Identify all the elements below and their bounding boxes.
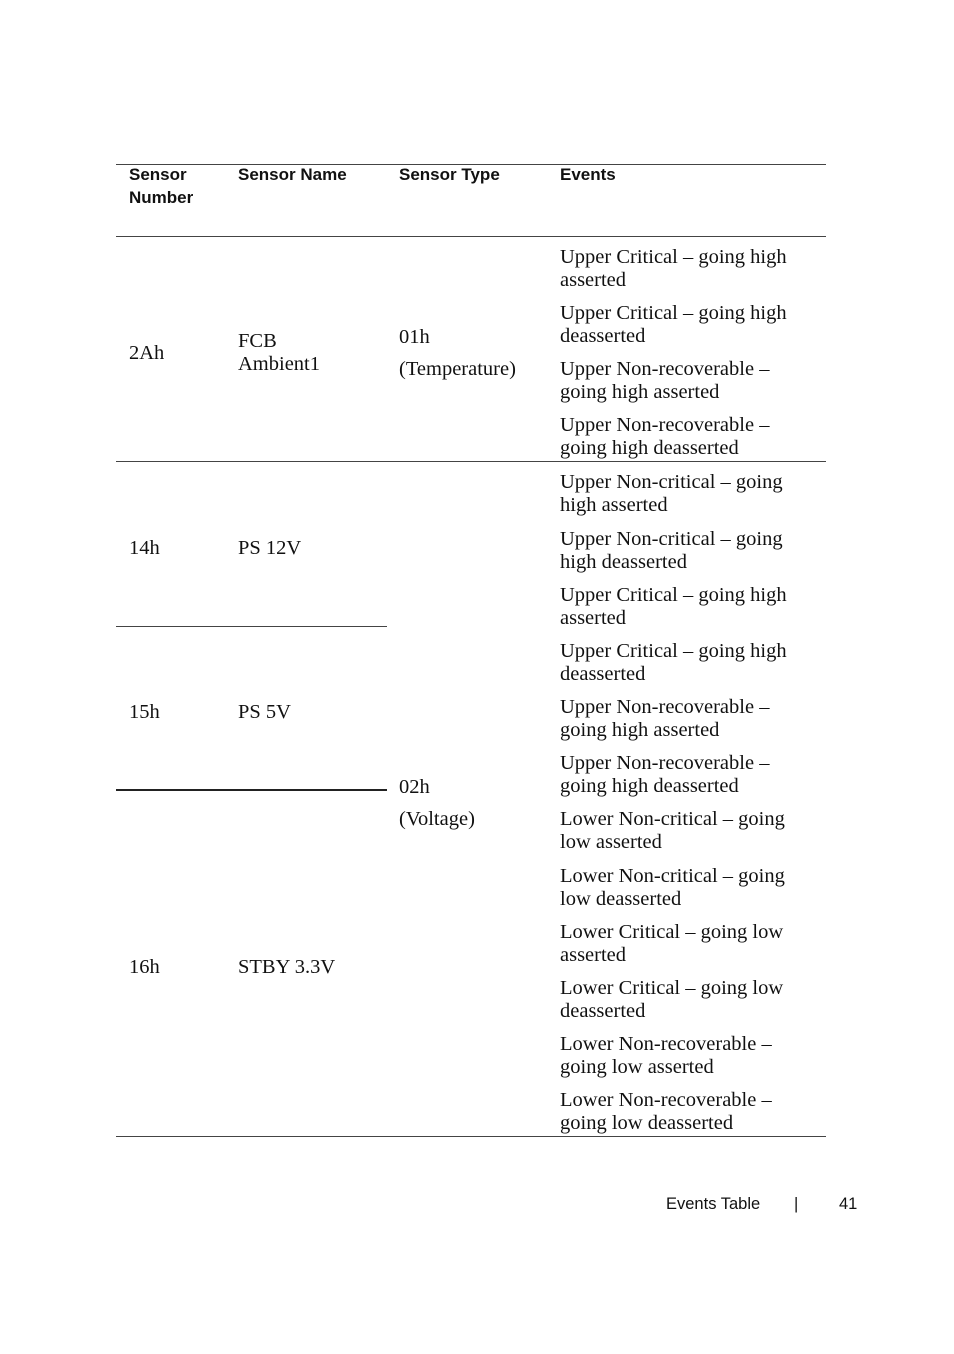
event-item: Lower Critical – going low asserted [560,921,784,966]
sensor-name-fcb-line2: Ambient1 [238,353,320,375]
event-item: Upper Non-critical – going high asserted [560,471,783,516]
table-bottom-rule [116,1136,826,1137]
event-item: Upper Critical – going high asserted [560,584,787,629]
sensor-number-16h: 16h [129,956,160,978]
sensor-type-name-temperature: (Temperature) [399,358,516,380]
sensor-name-ps-5v: PS 5V [238,701,291,723]
event-item: Upper Critical – going high deasserted [560,640,787,685]
event-item: Upper Non-critical – going high deasserted [560,528,783,573]
event-item: Upper Non-recoverable – going high asserted [560,358,770,403]
event-item: Lower Non-recoverable – going low deasserted [560,1089,772,1134]
sensor-number-14h: 14h [129,537,160,559]
event-item: Lower Critical – going low deasserted [560,977,784,1022]
sensor-number-15h: 15h [129,701,160,723]
sensor-type-name-voltage: (Voltage) [399,808,475,830]
header-events: Events [560,165,616,184]
event-item: Upper Non-recoverable – going high deasserted [560,414,770,459]
sensor-number-2ah: 2Ah [129,342,165,364]
row-2ah-bottom-rule [116,461,826,462]
event-item: Upper Critical – going high deasserted [560,302,787,347]
footer-section-title: Events Table [666,1195,761,1213]
sensor-name-ps-12v: PS 12V [238,537,302,559]
sensor-name-stby-3-3v: STBY 3.3V [238,956,336,978]
header-sensor-number-line1: Sensor [129,165,187,184]
footer-separator: | [794,1195,799,1213]
header-sensor-number [129,163,193,209]
sensor-type-code-voltage: 02h [399,776,430,798]
event-item: Upper Non-recoverable – going high deasserted [560,752,770,797]
row-14h-bottom-rule [116,626,387,627]
event-item: Lower Non-critical – going low deasserted [560,865,785,910]
sensor-name-fcb-line1: FCB [238,330,277,352]
sensor-name-fcb-ambient1 [238,330,320,376]
event-item: Upper Non-recoverable – going high asserted [560,696,770,741]
event-item: Lower Non-recoverable – going low asserted [560,1033,772,1078]
header-sensor-type: Sensor Type [399,165,500,184]
header-sensor-number-line2: Number [129,188,194,207]
row-15h-bottom-rule [116,789,387,791]
event-item: Lower Non-critical – going low asserted [560,808,785,853]
event-item: Upper Critical – going high asserted [560,246,787,291]
header-bottom-rule [116,236,826,237]
header-sensor-name: Sensor Name [238,165,347,184]
footer-page-number: 41 [839,1195,858,1213]
sensor-type-code-temperature: 01h [399,326,430,348]
